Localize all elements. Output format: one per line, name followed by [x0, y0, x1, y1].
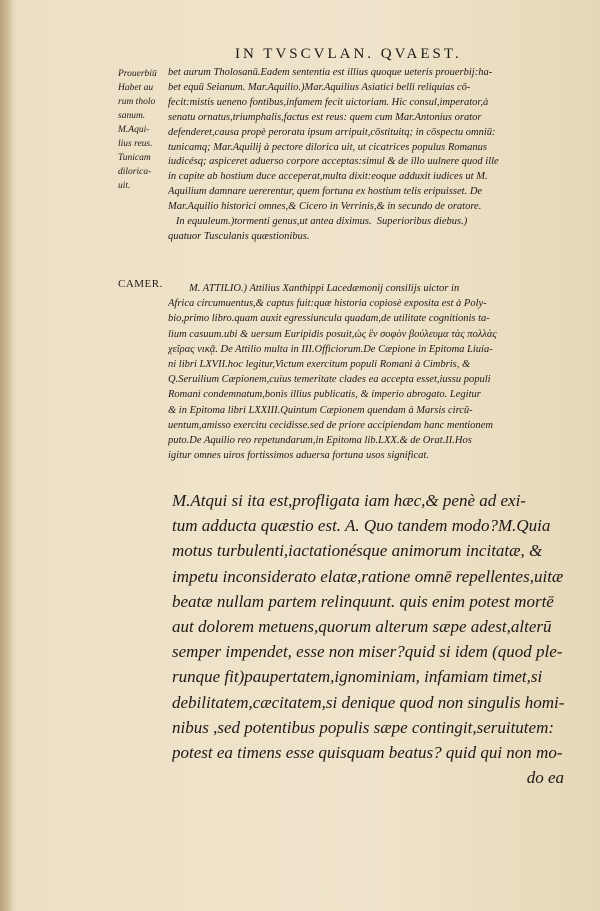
commentary-line: Mar.Aquilio historici omnes,& Cicero in Verrinis,& in secundo de oratore.	[168, 201, 482, 213]
margin-note: Habet au	[118, 83, 154, 93]
main-text-line: motus turbulenti,iactationésque animorum incitatæ, &	[172, 541, 543, 561]
commentary-line: puto.De Aquilio reo repetundarum,in Epitoma lib.LXX.& de Orat.II.Hos	[168, 435, 472, 447]
commentary-line: bet equū Seianum. Mar.Aquilio.)Mar.Aquilius Asiatici belli reliquias cō-	[168, 81, 471, 93]
main-text-line: M.Atqui si ita est,profligata iam hæc,& penè ad exi-	[172, 491, 526, 510]
margin-note: Prouerbiū	[118, 69, 157, 79]
camer-label: CAMER.	[118, 278, 163, 290]
commentary-line: Africa circumuentus,& captus fuit:quæ historia copiosè exposita est à Poly-	[168, 298, 487, 310]
main-text-line: semper impendet, esse non miser?quid si idem (quod ple-	[172, 642, 563, 662]
main-text-line: potest ea timens esse quisquam beatus? quid qui non mo-	[172, 743, 563, 763]
commentary-line: fecit:mistis ueneno fontibus,infamem fecit uictoriam. Hic consul,imperator,à	[168, 96, 489, 108]
catchword: do ea	[526, 768, 564, 788]
main-text-block	[172, 488, 592, 790]
margin-note: dilorica-	[118, 167, 152, 177]
main-text-line: tum adducta quæstio est. A. Quo tandem modo?M.Quia	[172, 516, 551, 536]
main-text-line: nibus ,sed potentibus populis sæpe contingit,seruitutem:	[172, 717, 555, 737]
commentary-line: bio,primo libro.quam auxit egressiuncula quadam,de utilitate cognitionis ta-	[168, 313, 490, 325]
commentary-line: iudicésq; aspiceret aduerso corpore acceptas:simul & de illo uulnere quod ille	[168, 156, 499, 168]
margin-note: sanum.	[118, 111, 146, 121]
margin-note: uit.	[118, 181, 131, 191]
margin-note: M.Aqui-	[118, 125, 150, 135]
gutter-shadow	[0, 0, 14, 911]
commentary-line: defenderet,causa propè perorata ipsum arripuit,cōstituitq; in cōspectu omniū:	[168, 126, 496, 138]
commentary-line: senatu ornatus,triumphalis,factus est reus: quem cum Mar.Antonius orator	[168, 111, 482, 123]
margin-note: rum tholo	[118, 97, 156, 107]
main-text-line: beatæ nullam partem relinquunt. quis enim potest mortē	[172, 591, 554, 611]
commentary-line: lium casuum.ubi & uersum Euripidis posuit,ὡς ἓν σοφὸν βούλευμα τὰς πολλὰς	[168, 328, 497, 340]
commentary-line: uentum,amisso exercitu cecidisse.sed de priore accipiendam hanc mentionem	[168, 419, 493, 431]
margin-note: lius reus.	[118, 139, 153, 149]
commentary-line: Romani condemnatum,bonis illius publicatis, & imperio abrogato. Legitur	[168, 389, 481, 401]
commentary-line: Aquilium damnare uererentur, quem fortuna ex hostium telis eripuisset. De	[168, 186, 483, 198]
commentary-line: quatuor Tusculanis quæstionibus.	[168, 230, 310, 242]
commentary-line: In equuleum.)tormenti genus,ut antea diximus. Superioribus diebus.)	[168, 216, 468, 228]
commentary-block-2	[168, 281, 596, 463]
commentary-line: bet aurum Tholosanū.Eadem sententia est illius quoque ueteris prouerbij:ha-	[168, 67, 493, 78]
main-text-line: runque fit)paupertatem,ignominiam, infamiam timet,si	[172, 667, 543, 687]
commentary-line: Q.Seruilium Cæpionem,cuius temeritate clades ea accepta esset,iussu populi	[168, 374, 491, 386]
commentary-line: M. ATTILIO.) Attilius Xanthippi Lacedæmonij consilijs uictor in	[168, 283, 460, 294]
commentary-line: χεῖρας νικᾷ. De Attilio multa in III.Officiorum.De Cæpione in Epitoma Liuia-	[168, 343, 493, 355]
commentary-block-1	[168, 66, 598, 245]
commentary-line: igitur omnes uiros fortissimos aduersa fortuna usos significat.	[168, 450, 429, 462]
commentary-line: & in Epitoma libri LXXIII.Quintum Cæpionem quendam à Marsis circū-	[168, 404, 473, 416]
main-text-line: debilitatem,cæcitatem,si denique quod non singulis homi-	[172, 692, 565, 712]
main-text-line: aut dolorem metuens,quorum alterum sæpe adest,alterū	[172, 617, 552, 637]
margin-note: Tunicam	[118, 153, 151, 163]
commentary-line: tunicamq; Mar.Aquilij à pectore dilorica uit, ut cicatrices populus Romanus	[168, 141, 487, 153]
commentary-line: ni libri LXVII.hoc legitur,Victum exercitum populi Romani à Cimbris, &	[168, 359, 471, 371]
main-text-line: impetu inconsiderato elatæ,ratione omnē repellentes,uitæ	[172, 566, 564, 586]
commentary-line: in capite ab hostium duce acceperat,multa dixit:eoque adduxit iudices ut M.	[168, 171, 488, 183]
running-head: IN TVSCVLAN. QVAEST.	[235, 46, 462, 62]
